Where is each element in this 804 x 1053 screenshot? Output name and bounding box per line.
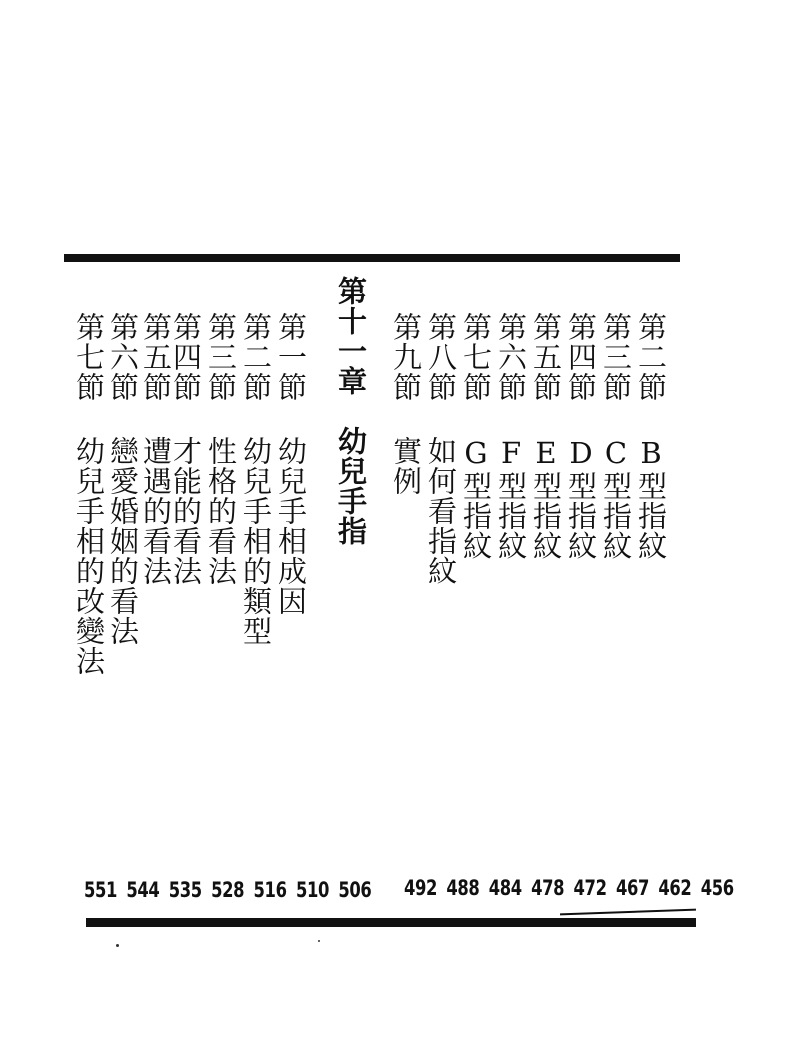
- section-title: 幼兒手相的類型: [239, 436, 273, 646]
- top-rule: [64, 254, 680, 262]
- section-title: C型指紋: [599, 436, 633, 561]
- toc-entry: [599, 312, 633, 561]
- scan-speck: [116, 944, 119, 947]
- page-number: 528: [211, 878, 245, 902]
- section-number: 第一節: [274, 312, 308, 402]
- section-title: 幼兒手相的改變法: [72, 436, 106, 676]
- toc-entry: [169, 312, 203, 586]
- section-title: E型指紋: [529, 436, 563, 561]
- section-title: 實例: [389, 436, 423, 496]
- toc-entry: [459, 312, 493, 561]
- section-number: 第七節: [459, 312, 493, 402]
- section-number: 第三節: [599, 312, 633, 402]
- chapter-title: 幼兒手指: [334, 426, 368, 546]
- section-number: 第四節: [169, 312, 203, 402]
- bottom-rule: [86, 918, 696, 927]
- section-number: 第二節: [634, 312, 668, 402]
- section-title: B型指紋: [634, 436, 668, 561]
- page-number: 467: [615, 876, 649, 900]
- page-number: 478: [531, 876, 565, 900]
- section-title: 戀愛婚姻的看法: [106, 436, 140, 646]
- section-number: 第七節: [72, 312, 106, 402]
- section-number: 第五節: [139, 312, 173, 402]
- chapter-heading: [334, 276, 368, 546]
- page-number: 456: [700, 876, 734, 900]
- toc-entry: [139, 312, 173, 586]
- section-number: 第五節: [529, 312, 563, 402]
- section-title: D型指紋: [564, 436, 598, 561]
- page-number: 492: [404, 876, 438, 900]
- section-number: 第二節: [239, 312, 273, 402]
- scan-speck: [318, 940, 320, 942]
- section-title: 幼兒手相成因: [274, 436, 308, 616]
- page-number: 535: [168, 878, 202, 902]
- page-number: 484: [488, 876, 522, 900]
- section-number: 第四節: [564, 312, 598, 402]
- page-number: 516: [253, 878, 287, 902]
- toc-entry: [239, 312, 273, 646]
- page-number: 506: [338, 878, 372, 902]
- toc-entry: [389, 312, 423, 496]
- toc-entry: [529, 312, 563, 561]
- toc-entry: [106, 312, 140, 646]
- bottom-thin-rule: [560, 909, 696, 916]
- section-number: 第六節: [494, 312, 528, 402]
- toc-entry: [72, 312, 106, 676]
- section-title: 性格的看法: [204, 436, 238, 586]
- page-number: 544: [126, 878, 160, 902]
- toc-entry: [204, 312, 238, 586]
- toc-entry: [634, 312, 668, 561]
- toc-entry: [494, 312, 528, 561]
- section-title: F型指紋: [494, 436, 528, 561]
- section-title: 才能的看法: [169, 436, 203, 586]
- toc-entry: [274, 312, 308, 616]
- right-page-numbers: [404, 876, 743, 900]
- section-title: 如何看指紋: [424, 436, 458, 586]
- page-number: 472: [573, 876, 607, 900]
- section-title: G型指紋: [459, 436, 493, 561]
- section-number: 第三節: [204, 312, 238, 402]
- section-number: 第六節: [106, 312, 140, 402]
- toc-entry: [424, 312, 458, 586]
- toc-entry: [564, 312, 598, 561]
- page-number: 488: [446, 876, 480, 900]
- left-page-numbers: [84, 878, 381, 902]
- section-number: 第八節: [424, 312, 458, 402]
- section-number: 第九節: [389, 312, 423, 402]
- chapter-label: 第十一章: [334, 276, 368, 396]
- page-number: 551: [84, 878, 118, 902]
- section-title: 遭遇的看法: [139, 436, 173, 586]
- page-number: 510: [295, 878, 329, 902]
- page-number: 462: [658, 876, 692, 900]
